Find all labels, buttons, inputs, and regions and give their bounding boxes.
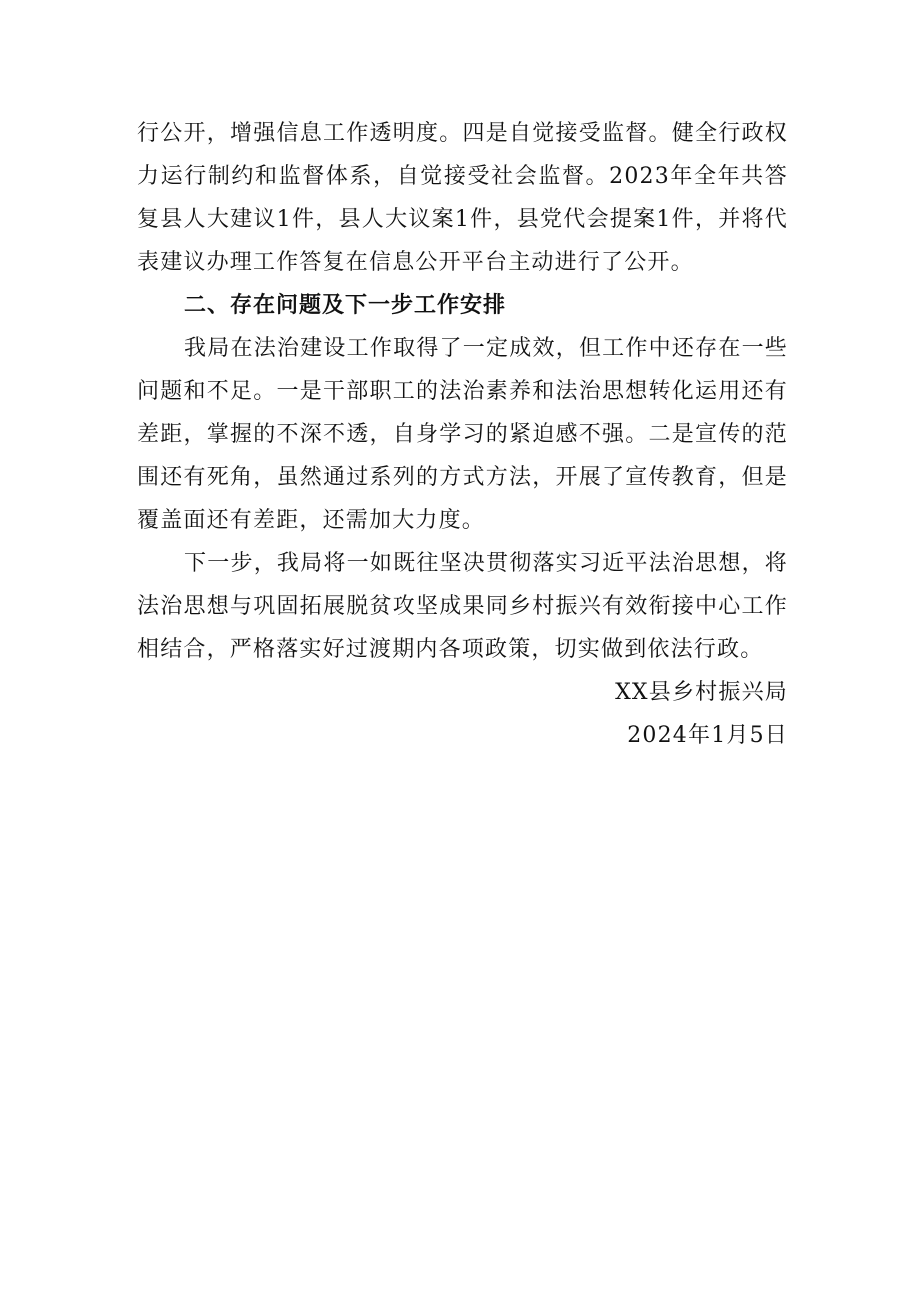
document-body	[137, 112, 788, 757]
paragraph-continued: 行公开，增强信息工作透明度。四是自觉接受监督。健全行政权力运行制约和监督体系，自觉接受社会监督。2023年全年共答复县人大建议1件，县人大议案1件，县党代会提案1件，并将代表建议办理工作答复在信息公开平台主动进行了公开。	[137, 121, 788, 275]
paragraph-next-steps: 下一步，我局将一如既往坚决贯彻落实习近平法治思想，将法治思想与巩固拓展脱贫攻坚成果同乡村振兴有效衔接中心工作相结合，严格落实好过渡期内各项政策，切实做到依法行政。	[137, 551, 788, 662]
paragraph-problems: 我局在法治建设工作取得了一定成效，但工作中还存在一些问题和不足。一是干部职工的法治素养和法治思想转化运用还有差距，掌握的不深不透，自身学习的紧迫感不强。二是宣传的范围还有死角，虽然通过系列的方式方法，开展了宣传教育，但是覆盖面还有差距，还需加大力度。	[137, 336, 788, 533]
section-heading: 二、存在问题及下一步工作安排	[184, 293, 507, 318]
signature-organization: XX县乡村振兴局	[615, 680, 788, 705]
signature-date: 2024年1月5日	[627, 723, 788, 748]
